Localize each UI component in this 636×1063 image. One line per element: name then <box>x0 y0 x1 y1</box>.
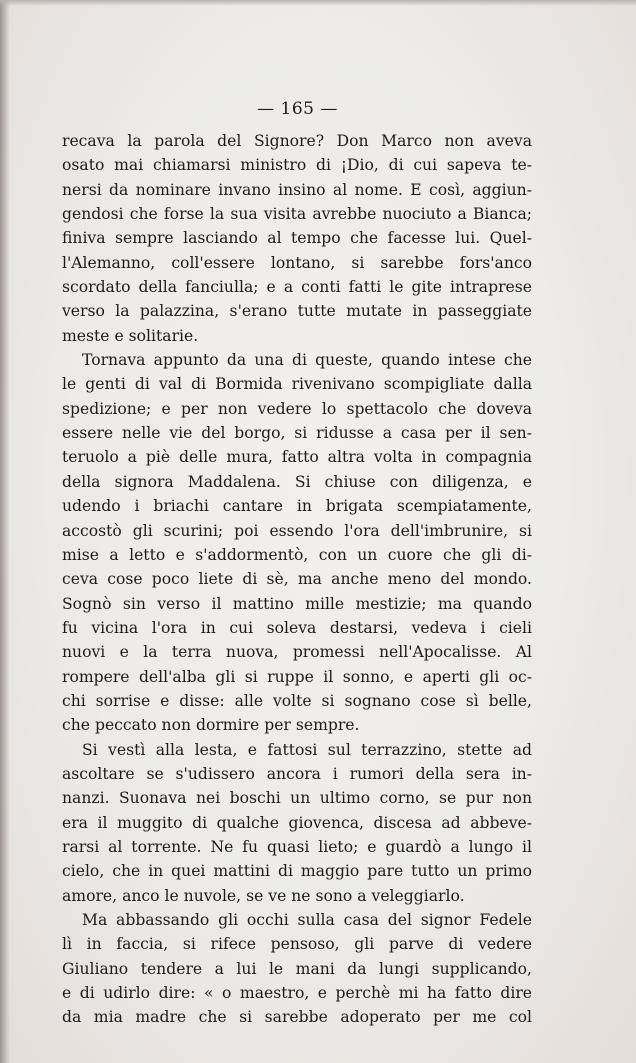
text-line: le genti di val di Bormida rivenivano scompigliate dalla <box>62 375 532 394</box>
text-line: rarsi al torrente. Ne fu quasi lieto; e guardò a lungo il <box>62 837 532 856</box>
text-line: fu vicina l'ora in cui soleva destarsi, vedeva i cieli <box>62 618 532 637</box>
text-line: chi sorrise e disse: alle volte si sognano cose sì belle, <box>62 691 532 710</box>
text-line: scordato della fanciulla; e a conti fatti le gite intraprese <box>62 278 532 297</box>
text-line: mise a letto e s'addormentò, con un cuore che gli di- <box>62 545 532 564</box>
text-line: della signora Maddalena. Si chiuse con diligenza, e <box>62 472 532 491</box>
text-line: amore, anco le nuvole, se ve ne sono a veleggiarlo. <box>62 886 465 905</box>
top-edge-shadow <box>0 0 636 6</box>
text-line: e di udirlo dire: « o maestro, e perchè mi ha fatto dire <box>62 984 532 1003</box>
text-line: ascoltare se s'udissero ancora i rumori della sera in- <box>62 764 532 783</box>
text-line: era il muggito di qualche giovenca, discesa ad abbeve- <box>62 813 532 832</box>
text-line: meste e solitarie. <box>62 326 199 345</box>
text-line: Giuliano tendere a lui le mani da lungi supplicando, <box>62 959 532 978</box>
text-line: lì in faccia, si rifece pensoso, gli parve di vedere <box>62 935 532 954</box>
text-line: Ma abbassando gli occhi sulla casa del signor Fedele <box>82 911 532 929</box>
text-line: recava la parola del Signore? Don Marco non aveva <box>62 132 532 150</box>
body-text <box>62 129 532 1030</box>
text-line: teruolo a piè delle mura, fatto altra volta in compagnia <box>62 448 532 467</box>
page-number: — 165 — <box>257 99 338 119</box>
text-line: l'Alemanno, coll'essere lontano, si sarebbe fors'anco <box>62 253 532 272</box>
text-line: udendo i briachi cantare in brigata scempiatamente, <box>62 497 532 516</box>
text-line: Tornava appunto da una di queste, quando intese che <box>82 351 532 370</box>
text-line: gendosi che forse la sua visita avrebbe nuociuto a Bianca; <box>62 205 532 224</box>
text-line: Si vestì alla lesta, e fattosi sul terrazzino, stette ad <box>82 740 532 759</box>
text-line: accostò gli scurini; poi essendo l'ora dell'imbrunire, si <box>62 521 532 540</box>
text-line: verso la palazzina, s'erano tutte mutate in passeggiate <box>62 302 532 321</box>
text-line: spedizione; e per non vedere lo spettacolo che doveva <box>62 399 532 418</box>
text-line: Sognò sin verso il mattino mille mestizie; ma quando <box>62 594 532 613</box>
text-line: nersi da nominare invano insino al nome. E così, aggiun- <box>62 180 532 199</box>
binding-shadow <box>0 0 10 1063</box>
text-line: che peccato non dormire per sempre. <box>62 716 360 735</box>
text-line: osato mai chiamarsi ministro di ¡Dio, di cui sapeva te- <box>62 156 532 175</box>
text-line: nuovi e la terra nuova, promessi nell'Apocalisse. Al <box>62 643 532 662</box>
text-line: nanzi. Suonava nei boschi un ultimo corno, se pur non <box>62 789 532 808</box>
text-line: essere nelle vie del borgo, si ridusse a casa per il sen- <box>62 424 532 443</box>
text-line: da mia madre che si sarebbe adoperato per me col <box>62 1008 532 1027</box>
text-line: cielo, che in quei mattini di maggio pare tutto un primo <box>62 862 532 881</box>
text-line: ceva cose poco liete di sè, ma anche meno del mondo. <box>62 570 532 589</box>
text-line: finiva sempre lasciando al tempo che facesse lui. Quel- <box>62 229 532 248</box>
text-line: rompere dell'alba gli si ruppe il sonno, e aperti gli oc- <box>62 667 532 686</box>
